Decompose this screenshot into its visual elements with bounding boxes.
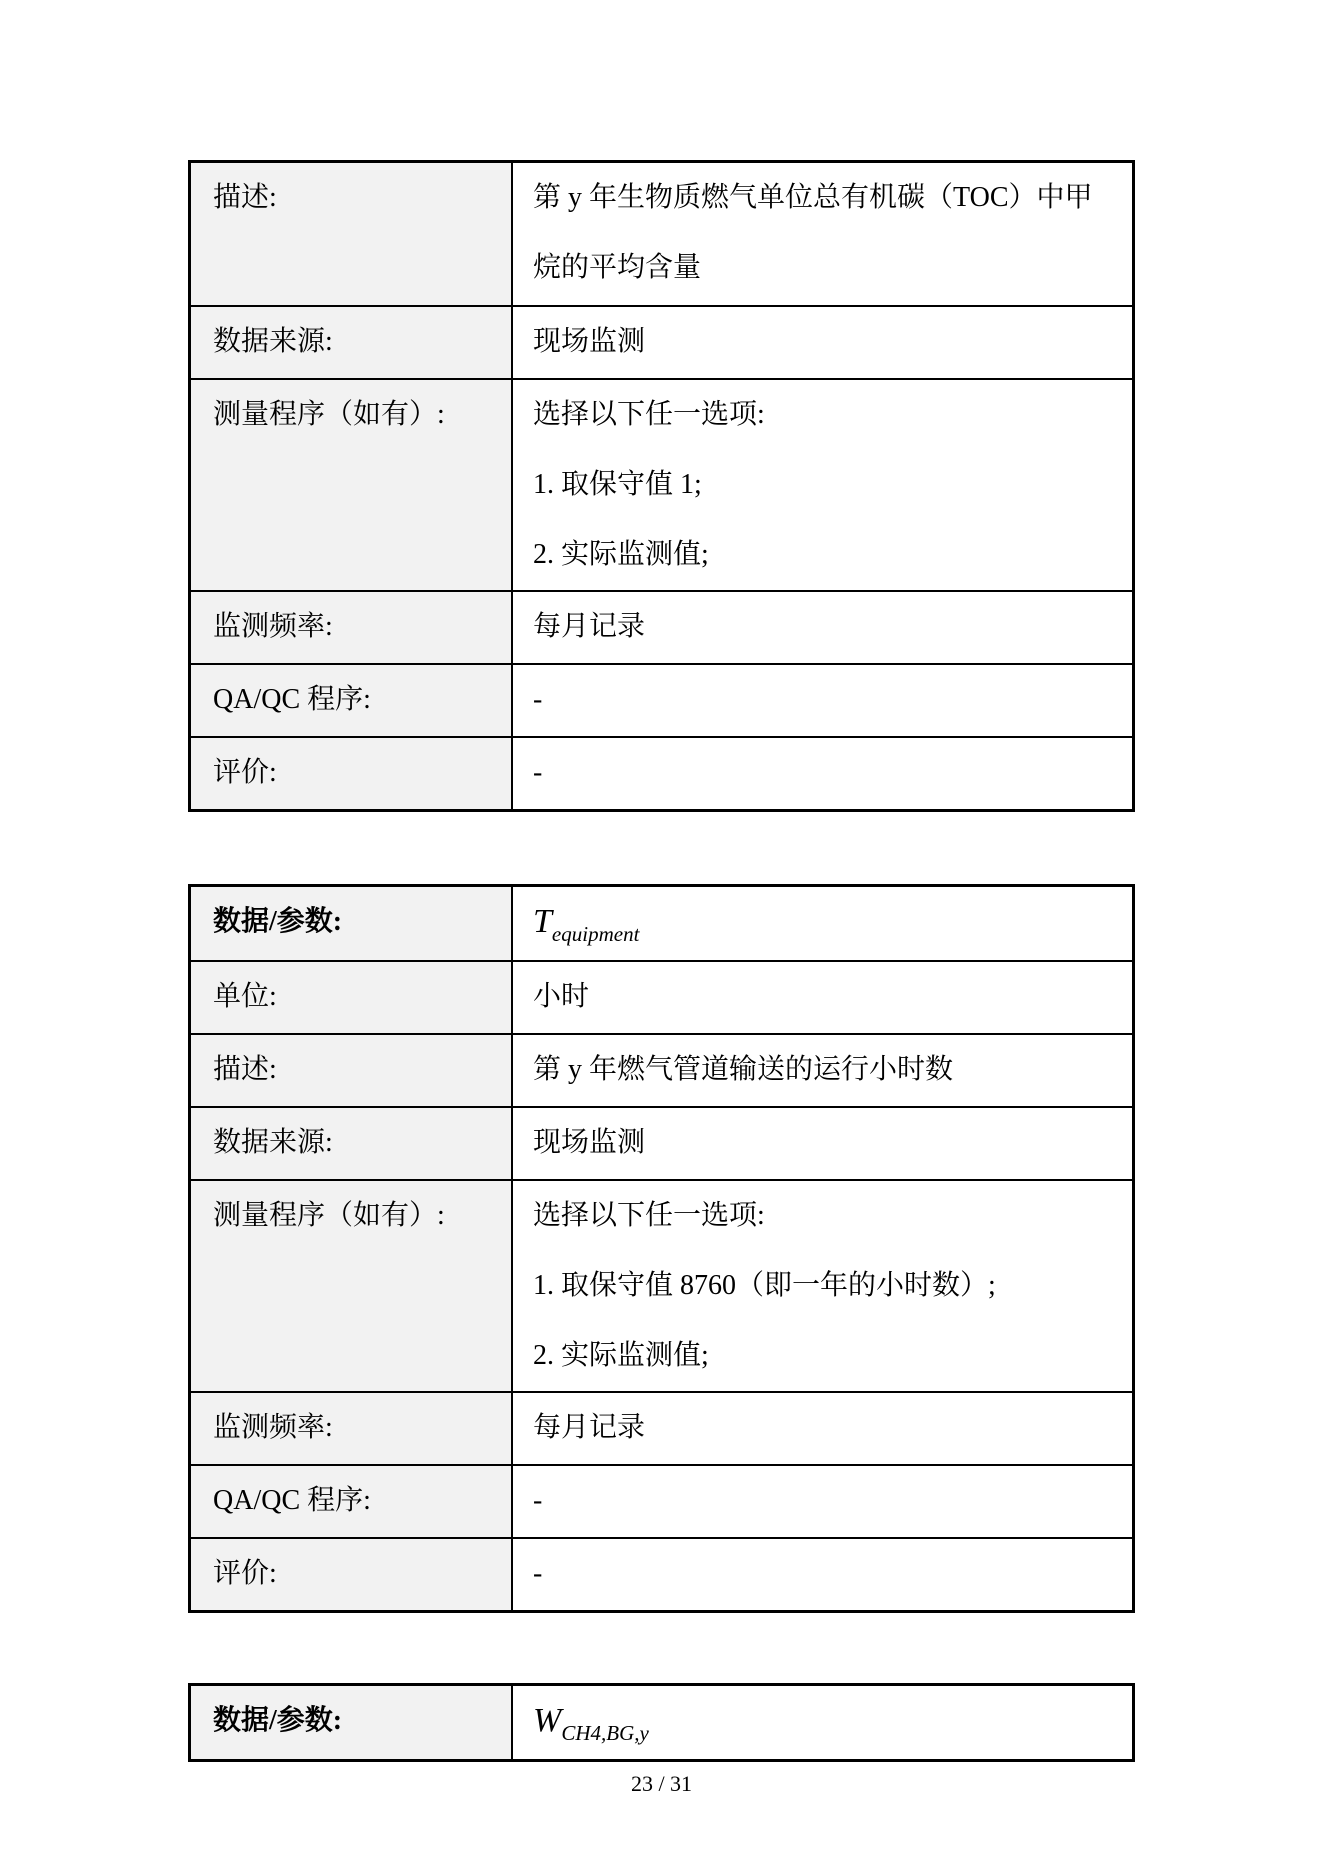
row-label: 数据/参数: [190,1685,513,1761]
value-line: 烷的平均含量 [533,252,702,283]
row-label: 监测频率: [190,1392,513,1465]
value-line: 选择以下任一选项: [533,399,765,430]
row-label: 测量程序（如有）: [190,379,513,591]
row-label: 描述: [190,1034,513,1107]
value-line: 2. 实际监测值; [533,1340,709,1371]
table-row [190,1034,1134,1107]
table-row [190,737,1134,811]
row-value: 小时 [512,961,1134,1034]
row-value: - [512,1465,1134,1538]
row-label: 描述: [190,162,513,307]
table-row [190,1392,1134,1465]
row-label: 单位: [190,961,513,1034]
formula-subscript: equipment [551,922,640,946]
row-value [512,379,1134,591]
row-value: 每月记录 [512,1392,1134,1465]
value-line: 1. 取保守值 1; [533,469,702,500]
row-label: 数据来源: [190,306,513,379]
table-row [190,162,1134,307]
row-label: 数据/参数: [190,886,513,962]
table-row [190,1180,1134,1392]
value-line: 选择以下任一选项: [533,1200,765,1231]
row-value: 现场监测 [512,306,1134,379]
row-value: - [512,737,1134,811]
page-number: 23 / 31 [630,1771,693,1796]
table-row [190,1685,1134,1761]
parameter-table-2 [188,884,1135,1613]
row-value: 第 y 年燃气管道输送的运行小时数 [512,1034,1134,1107]
row-value: 现场监测 [512,1107,1134,1180]
formula-subscript: CH4,BG,y [561,1721,649,1745]
table-row [190,306,1134,379]
table-row [190,1538,1134,1612]
formula-base: T [533,903,552,940]
row-label: QA/QC 程序: [190,664,513,737]
value-line: 第 y 年生物质燃气单位总有机碳（TOC）中甲 [533,182,1093,213]
parameter-table-1 [188,160,1135,812]
row-label: QA/QC 程序: [190,1465,513,1538]
row-value [512,1180,1134,1392]
row-label: 测量程序（如有）: [190,1180,513,1392]
row-label: 监测频率: [190,591,513,664]
table-row [190,664,1134,737]
value-line: 2. 实际监测值; [533,539,709,570]
row-value [512,886,1134,962]
page-content [188,160,1135,1798]
row-value: 每月记录 [512,591,1134,664]
row-value: - [512,1538,1134,1612]
row-value: - [512,664,1134,737]
parameter-table-3 [188,1683,1135,1762]
table-row [190,1107,1134,1180]
table-row [190,961,1134,1034]
row-value [512,1685,1134,1761]
table-row [190,379,1134,591]
table-row [190,886,1134,962]
table-row [190,1465,1134,1538]
formula-base: W [533,1702,562,1739]
row-label: 评价: [190,737,513,811]
row-value [512,162,1134,307]
row-label: 数据来源: [190,1107,513,1180]
table-row [190,591,1134,664]
value-line: 1. 取保守值 8760（即一年的小时数）; [533,1270,996,1301]
row-label: 评价: [190,1538,513,1612]
